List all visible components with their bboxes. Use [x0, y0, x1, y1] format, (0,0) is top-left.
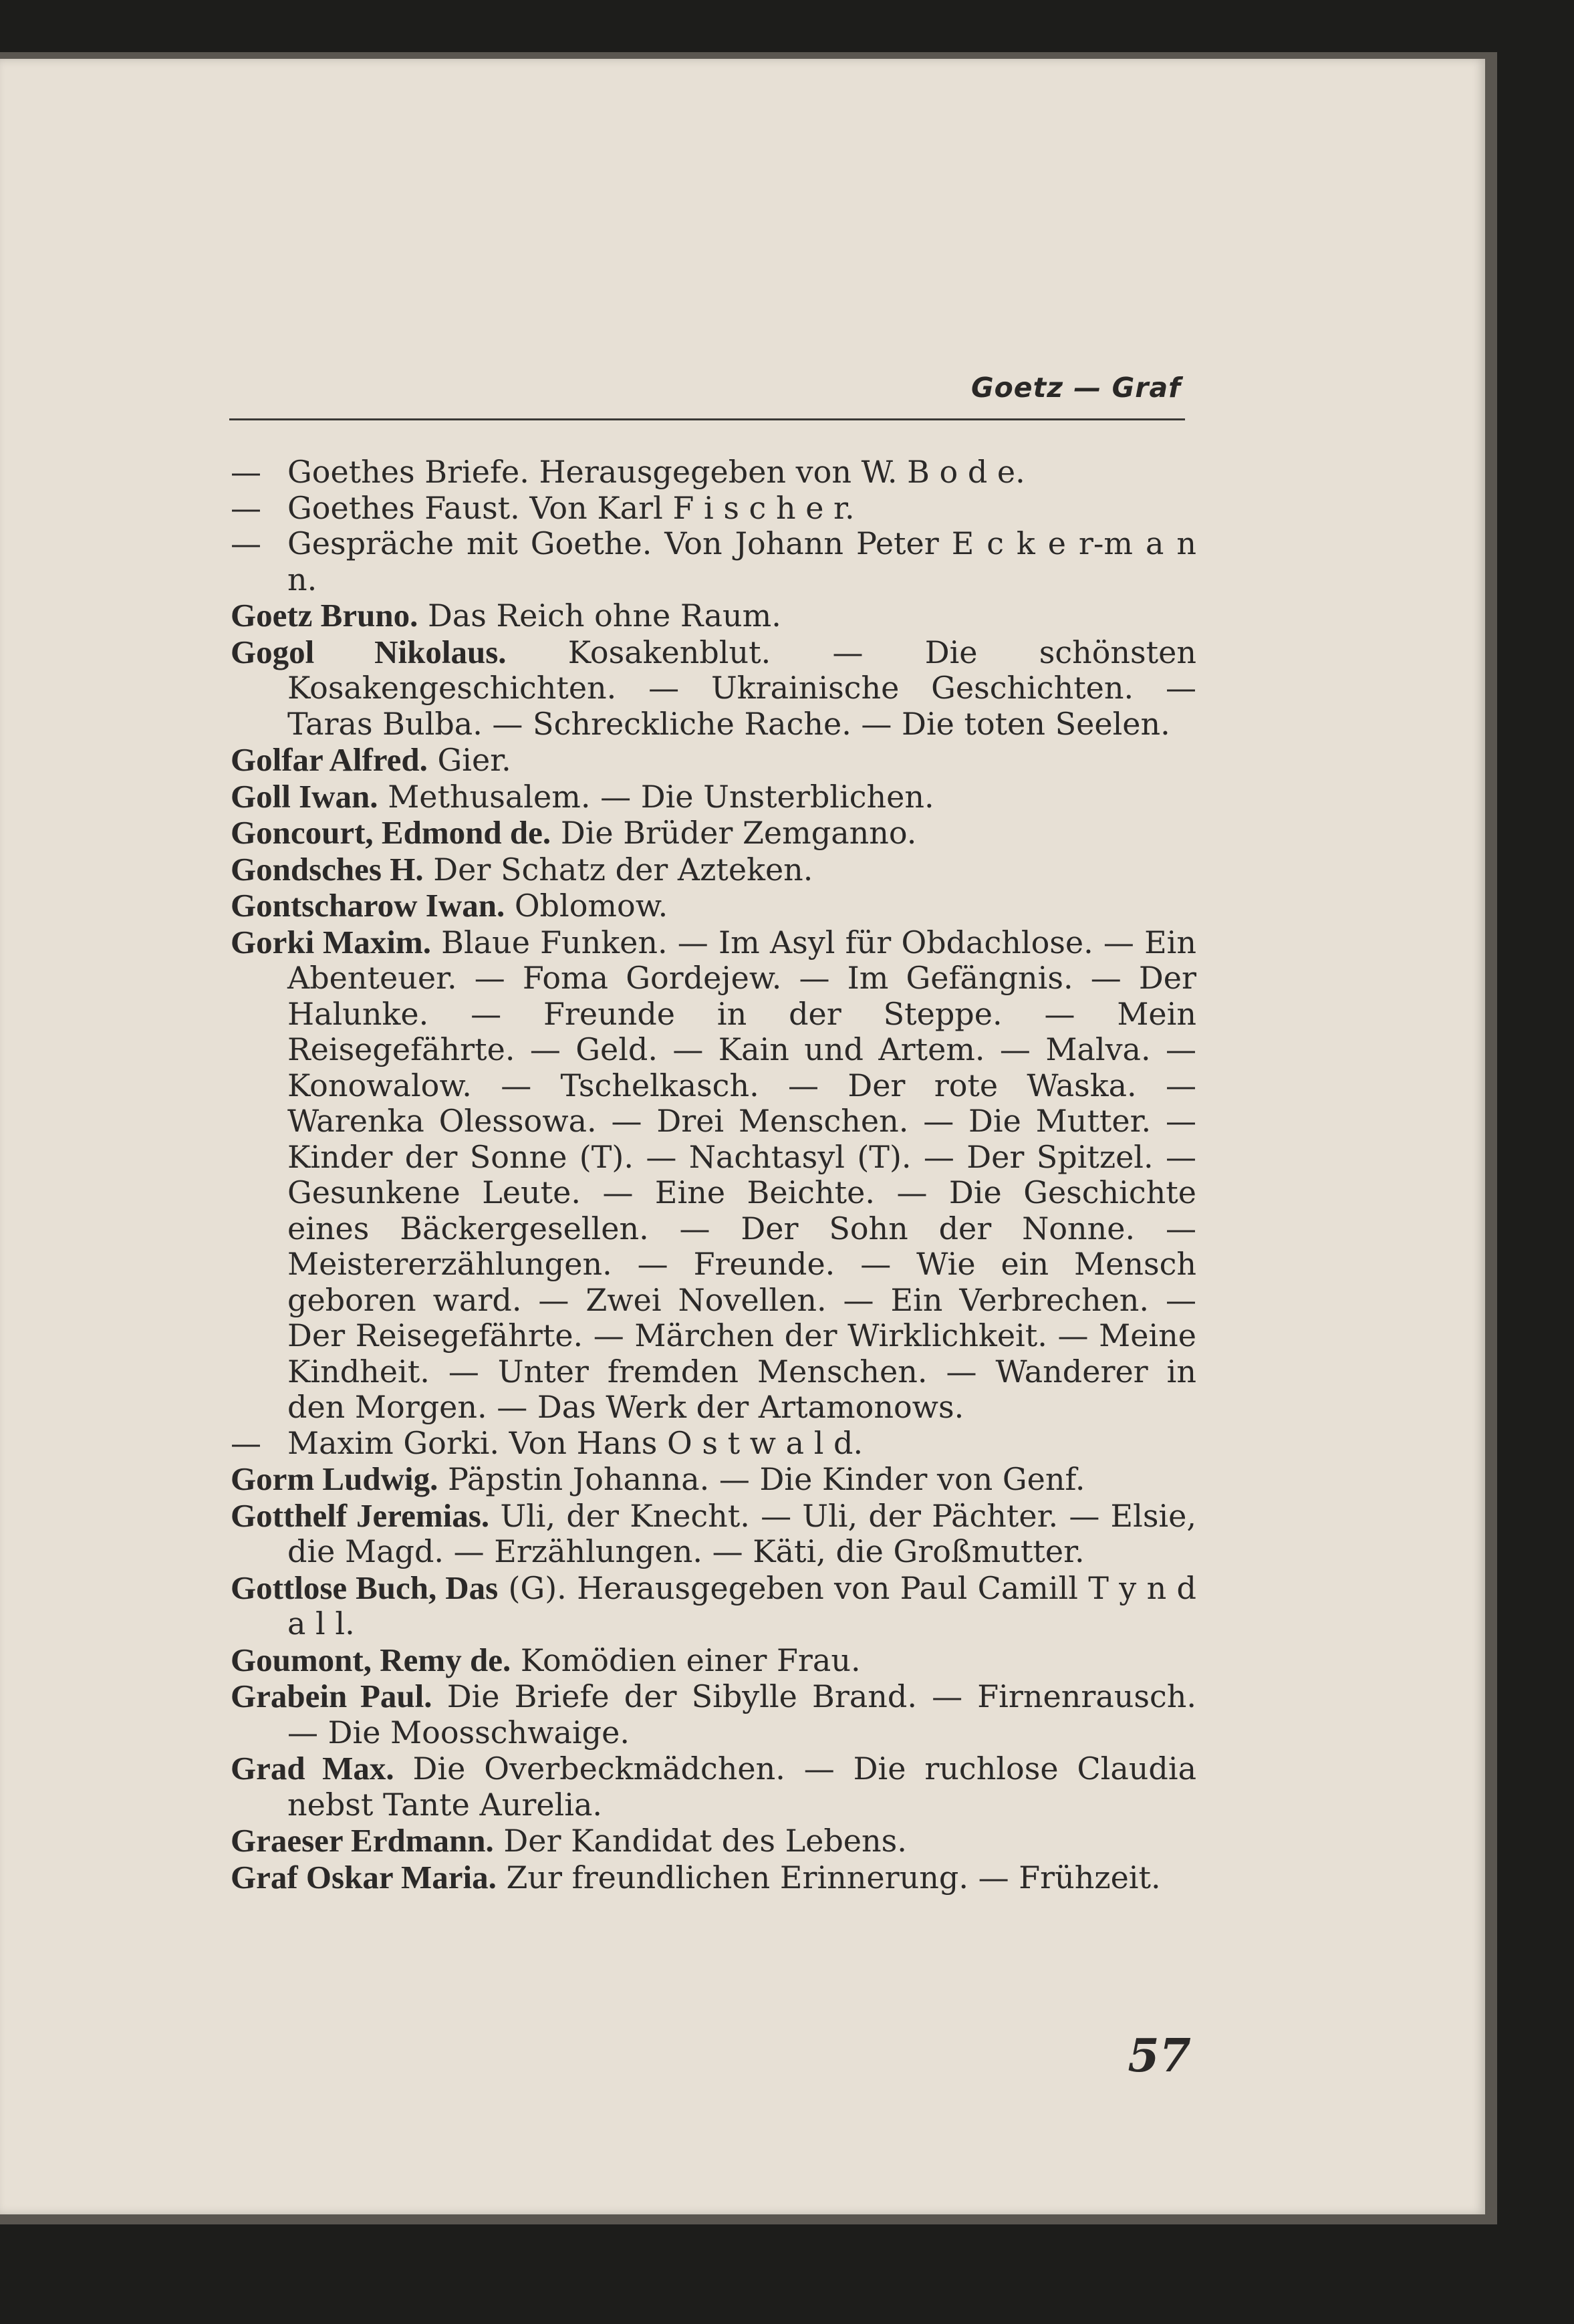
author-name: Graeser Erdmann. [231, 1822, 494, 1859]
bibliography-entry [231, 1859, 1196, 1896]
author-name: Goll Iwan. [231, 777, 378, 815]
entry-titles: Goethes Briefe. Herausgegeben von W. B o d e. [287, 454, 1025, 490]
author-name: Goncourt, Edmond de. [231, 814, 551, 851]
bibliography-entry [231, 1642, 1196, 1679]
running-head: Goetz — Graf [970, 372, 1181, 404]
entry-titles: Gier. [437, 742, 511, 778]
bibliography-entry [231, 779, 1196, 815]
bibliography-entry [231, 1751, 1196, 1823]
author-name: Goetz Bruno. [231, 597, 418, 634]
repeat-dash: — [231, 525, 261, 561]
entry-titles: Kosakenblut. — Die schönsten Kosakengeschichten. — Ukrainische Geschichten. — Taras Bulba. — Schreckliche Rache. — Die toten Seelen. [287, 634, 1196, 742]
entry-titles: Komödien einer Frau. [520, 1642, 861, 1678]
bibliography-entry [231, 924, 1196, 1426]
entry-titles: Blaue Funken. — Im Asyl für Obdachlose. — Ein Abenteuer. — Foma Gordejew. — Im Gefängnis. — Der Halunke. — Freunde in der Steppe. — Mein Reisegefährte. — Geld. — Kain und Artem. — Malva. — Konowalow. — Tschelkasch. — Der rote Waska. — Warenka Olessowa. — Drei Menschen. — Die Mutter. — Kinder der Sonne (T). — Nachtasyl (T). — Der Spitzel. — Gesunkene Leute. — Eine Beichte. — Die Geschichte eines Bäckergesellen. — Der Sohn der Nonne. — Meistererzählungen. — Freunde. — Wie ein Mensch geboren ward. — Zwei Novellen. — Ein Verbrechen. — Der Reisegefährte. — Märchen der Wirklichkeit. — Meine Kindheit. — Unter fremden Menschen. — Wanderer in den Morgen. — Das Werk der Artamonows. [287, 924, 1196, 1425]
author-name: Grabein Paul. [231, 1678, 432, 1714]
author-name: Gondsches H. [231, 850, 424, 888]
bibliography-entry [231, 1498, 1196, 1570]
entry-titles: Die Briefe der Sibylle Brand. — Firnenrausch. — Die Moosschwaige. [287, 1678, 1197, 1751]
header-rule [229, 418, 1185, 420]
bibliography-entry [231, 598, 1196, 634]
entry-titles: Zur freundlichen Erinnerung. — Frühzeit. [506, 1859, 1161, 1896]
author-name: Grad Max. [231, 1750, 394, 1787]
entry-titles: Päpstin Johanna. — Die Kinder von Genf. [448, 1461, 1085, 1497]
author-name: Golfar Alfred. [231, 741, 428, 778]
bibliography-entry [231, 526, 1196, 598]
entry-titles: (G). Herausgegeben von Paul Camill T y n d a l l. [287, 1569, 1196, 1642]
entry-titles: Goethes Faust. Von Karl F i s c h e r. [287, 489, 855, 526]
entry-titles: Das Reich ohne Raum. [428, 598, 781, 634]
bibliography-entry [231, 1426, 1196, 1462]
entry-titles: Maxim Gorki. Von Hans O s t w a l d. [287, 1424, 864, 1461]
bibliography-entry [231, 491, 1196, 527]
bibliography-entry [231, 1823, 1196, 1859]
repeat-dash: — [231, 489, 261, 526]
author-name: Gontscharow Iwan. [231, 887, 505, 924]
bibliography-entry [231, 815, 1196, 852]
bibliography-entry [231, 455, 1196, 491]
entry-titles: Uli, der Knecht. — Uli, der Pächter. — Elsie, die Magd. — Erzählungen. — Käti, die Großmutter. [287, 1497, 1196, 1569]
bibliography-entry [231, 1461, 1196, 1498]
entry-titles: Der Schatz der Azteken. [433, 851, 813, 888]
entry-titles: Gespräche mit Goethe. Von Johann Peter E c k e r-m a n n. [287, 525, 1196, 598]
bibliography-entry [231, 1678, 1196, 1751]
page-number: 57 [1128, 2029, 1191, 2083]
bibliography-entry [231, 888, 1196, 924]
author-name: Gogol Nikolaus. [231, 633, 507, 670]
entry-titles: Der Kandidat des Lebens. [503, 1823, 907, 1859]
entry-titles: Oblomow. [514, 888, 668, 924]
bibliography-entry [231, 1570, 1196, 1642]
bibliography-entry [231, 634, 1196, 743]
entry-titles: Die Brüder Zemganno. [560, 815, 917, 851]
author-name: Graf Oskar Maria. [231, 1858, 497, 1896]
repeat-dash: — [231, 1424, 261, 1461]
repeat-dash: — [231, 454, 261, 490]
book-page [0, 59, 1485, 2214]
author-name: Gorki Maxim. [231, 923, 431, 960]
author-name: Goumont, Remy de. [231, 1641, 511, 1678]
author-name: Gorm Ludwig. [231, 1460, 438, 1497]
entry-titles: Die Overbeckmädchen. — Die ruchlose Claudia nebst Tante Aurelia. [287, 1751, 1196, 1823]
author-name: Gotthelf Jeremias. [231, 1497, 490, 1534]
entry-list [231, 455, 1196, 1896]
bibliography-entry [231, 742, 1196, 779]
bibliography-entry [231, 852, 1196, 888]
author-name: Gottlose Buch, Das [231, 1569, 499, 1606]
entry-titles: Methusalem. — Die Unsterblichen. [388, 778, 934, 815]
